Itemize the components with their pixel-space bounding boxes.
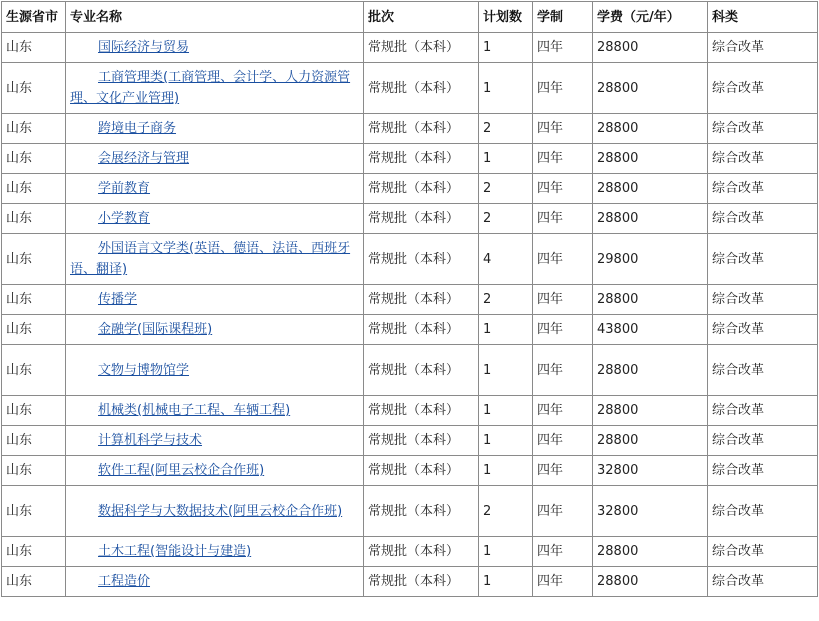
cell-category: 综合改革 [708,234,818,285]
cell-plan: 1 [479,396,533,426]
cell-province: 山东 [2,567,66,597]
cell-fee: 43800 [593,315,708,345]
table-row [2,537,818,567]
header-fee: 学费（元/年） [593,2,708,33]
cell-province: 山东 [2,204,66,234]
cell-duration: 四年 [533,345,593,396]
cell-duration: 四年 [533,396,593,426]
cell-fee: 28800 [593,174,708,204]
cell-province: 山东 [2,315,66,345]
header-major: 专业名称 [66,2,364,33]
header-duration: 学制 [533,2,593,33]
cell-province: 山东 [2,33,66,63]
major-link[interactable]: 工商管理类(工商管理、会计学、人力资源管理、文化产业管理) [70,70,351,106]
cell-category: 综合改革 [708,315,818,345]
cell-major [66,174,364,204]
cell-plan: 2 [479,486,533,537]
cell-major [66,456,364,486]
table-row [2,204,818,234]
cell-batch: 常规批（本科） [364,426,479,456]
cell-duration: 四年 [533,456,593,486]
cell-fee: 32800 [593,486,708,537]
table-row [2,426,818,456]
cell-province: 山东 [2,63,66,114]
cell-fee: 28800 [593,537,708,567]
cell-category: 综合改革 [708,426,818,456]
cell-duration: 四年 [533,204,593,234]
cell-duration: 四年 [533,174,593,204]
cell-duration: 四年 [533,285,593,315]
major-link[interactable]: 软件工程(阿里云校企合作班) [98,463,265,478]
cell-category: 综合改革 [708,567,818,597]
cell-plan: 1 [479,537,533,567]
cell-plan: 1 [479,315,533,345]
cell-province: 山东 [2,114,66,144]
cell-fee: 28800 [593,204,708,234]
header-batch: 批次 [364,2,479,33]
table-row [2,567,818,597]
cell-province: 山东 [2,285,66,315]
cell-major [66,537,364,567]
cell-major [66,114,364,144]
cell-category: 综合改革 [708,174,818,204]
cell-batch: 常规批（本科） [364,234,479,285]
cell-batch: 常规批（本科） [364,456,479,486]
cell-duration: 四年 [533,234,593,285]
cell-plan: 1 [479,33,533,63]
enrollment-plan-table [1,1,818,597]
cell-duration: 四年 [533,144,593,174]
cell-fee: 32800 [593,456,708,486]
cell-category: 综合改革 [708,114,818,144]
cell-province: 山东 [2,144,66,174]
major-link[interactable]: 跨境电子商务 [98,121,177,136]
cell-province: 山东 [2,174,66,204]
table-row [2,174,818,204]
cell-major [66,33,364,63]
table-row [2,456,818,486]
cell-major [66,567,364,597]
major-link[interactable]: 小学教育 [98,211,151,226]
table-row [2,144,818,174]
table-row [2,114,818,144]
major-link[interactable]: 金融学(国际课程班) [98,322,213,337]
table-row [2,33,818,63]
cell-duration: 四年 [533,426,593,456]
table-row [2,315,818,345]
cell-plan: 2 [479,285,533,315]
cell-fee: 28800 [593,396,708,426]
cell-province: 山东 [2,345,66,396]
cell-batch: 常规批（本科） [364,33,479,63]
table-row [2,63,818,114]
cell-province: 山东 [2,396,66,426]
cell-major [66,285,364,315]
header-category: 科类 [708,2,818,33]
header-plan: 计划数 [479,2,533,33]
cell-category: 综合改革 [708,345,818,396]
table-row [2,234,818,285]
cell-major [66,204,364,234]
cell-major [66,315,364,345]
cell-fee: 29800 [593,234,708,285]
cell-province: 山东 [2,456,66,486]
major-link[interactable]: 学前教育 [98,181,151,196]
cell-fee: 28800 [593,33,708,63]
table-row [2,396,818,426]
cell-major [66,63,364,114]
cell-category: 综合改革 [708,204,818,234]
table-header-row [2,2,818,33]
cell-duration: 四年 [533,114,593,144]
cell-fee: 28800 [593,63,708,114]
cell-major [66,144,364,174]
major-link[interactable]: 会展经济与管理 [98,151,190,166]
cell-plan: 1 [479,63,533,114]
major-link[interactable]: 机械类(机械电子工程、车辆工程) [98,403,291,418]
cell-plan: 1 [479,144,533,174]
major-link[interactable]: 工程造价 [98,574,151,589]
cell-batch: 常规批（本科） [364,396,479,426]
cell-plan: 1 [479,345,533,396]
major-link[interactable]: 国际经济与贸易 [98,40,190,55]
cell-batch: 常规批（本科） [364,204,479,234]
cell-duration: 四年 [533,63,593,114]
cell-batch: 常规批（本科） [364,486,479,537]
cell-category: 综合改革 [708,63,818,114]
cell-fee: 28800 [593,285,708,315]
major-link[interactable]: 传播学 [98,292,138,307]
cell-plan: 1 [479,456,533,486]
cell-duration: 四年 [533,33,593,63]
cell-category: 综合改革 [708,537,818,567]
cell-major [66,396,364,426]
cell-duration: 四年 [533,537,593,567]
cell-category: 综合改革 [708,486,818,537]
cell-plan: 2 [479,204,533,234]
cell-fee: 28800 [593,114,708,144]
cell-duration: 四年 [533,315,593,345]
cell-fee: 28800 [593,345,708,396]
table-row [2,486,818,537]
cell-batch: 常规批（本科） [364,144,479,174]
cell-batch: 常规批（本科） [364,63,479,114]
cell-duration: 四年 [533,567,593,597]
major-link[interactable]: 土木工程(智能设计与建造) [98,544,252,559]
cell-category: 综合改革 [708,396,818,426]
table-row [2,345,818,396]
cell-category: 综合改革 [708,456,818,486]
cell-province: 山东 [2,486,66,537]
major-link[interactable]: 外国语言文学类(英语、德语、法语、西班牙语、翻译) [70,241,351,277]
major-link[interactable]: 文物与博物馆学 [98,362,190,378]
cell-batch: 常规批（本科） [364,537,479,567]
cell-major [66,345,364,396]
cell-plan: 4 [479,234,533,285]
cell-batch: 常规批（本科） [364,285,479,315]
cell-fee: 28800 [593,567,708,597]
cell-category: 综合改革 [708,33,818,63]
cell-major [66,234,364,285]
header-province: 生源省市 [2,2,66,33]
cell-batch: 常规批（本科） [364,567,479,597]
cell-plan: 2 [479,114,533,144]
cell-province: 山东 [2,537,66,567]
cell-province: 山东 [2,426,66,456]
table-body [2,33,818,597]
cell-category: 综合改革 [708,144,818,174]
major-link[interactable]: 数据科学与大数据技术(阿里云校企合作班) [98,503,343,519]
cell-batch: 常规批（本科） [364,315,479,345]
cell-duration: 四年 [533,486,593,537]
cell-province: 山东 [2,234,66,285]
cell-batch: 常规批（本科） [364,174,479,204]
cell-major [66,486,364,537]
cell-major [66,426,364,456]
cell-batch: 常规批（本科） [364,345,479,396]
cell-fee: 28800 [593,144,708,174]
cell-plan: 2 [479,174,533,204]
cell-plan: 1 [479,426,533,456]
cell-fee: 28800 [593,426,708,456]
major-link[interactable]: 计算机科学与技术 [98,433,203,448]
cell-plan: 1 [479,567,533,597]
table-row [2,285,818,315]
cell-category: 综合改革 [708,285,818,315]
cell-batch: 常规批（本科） [364,114,479,144]
